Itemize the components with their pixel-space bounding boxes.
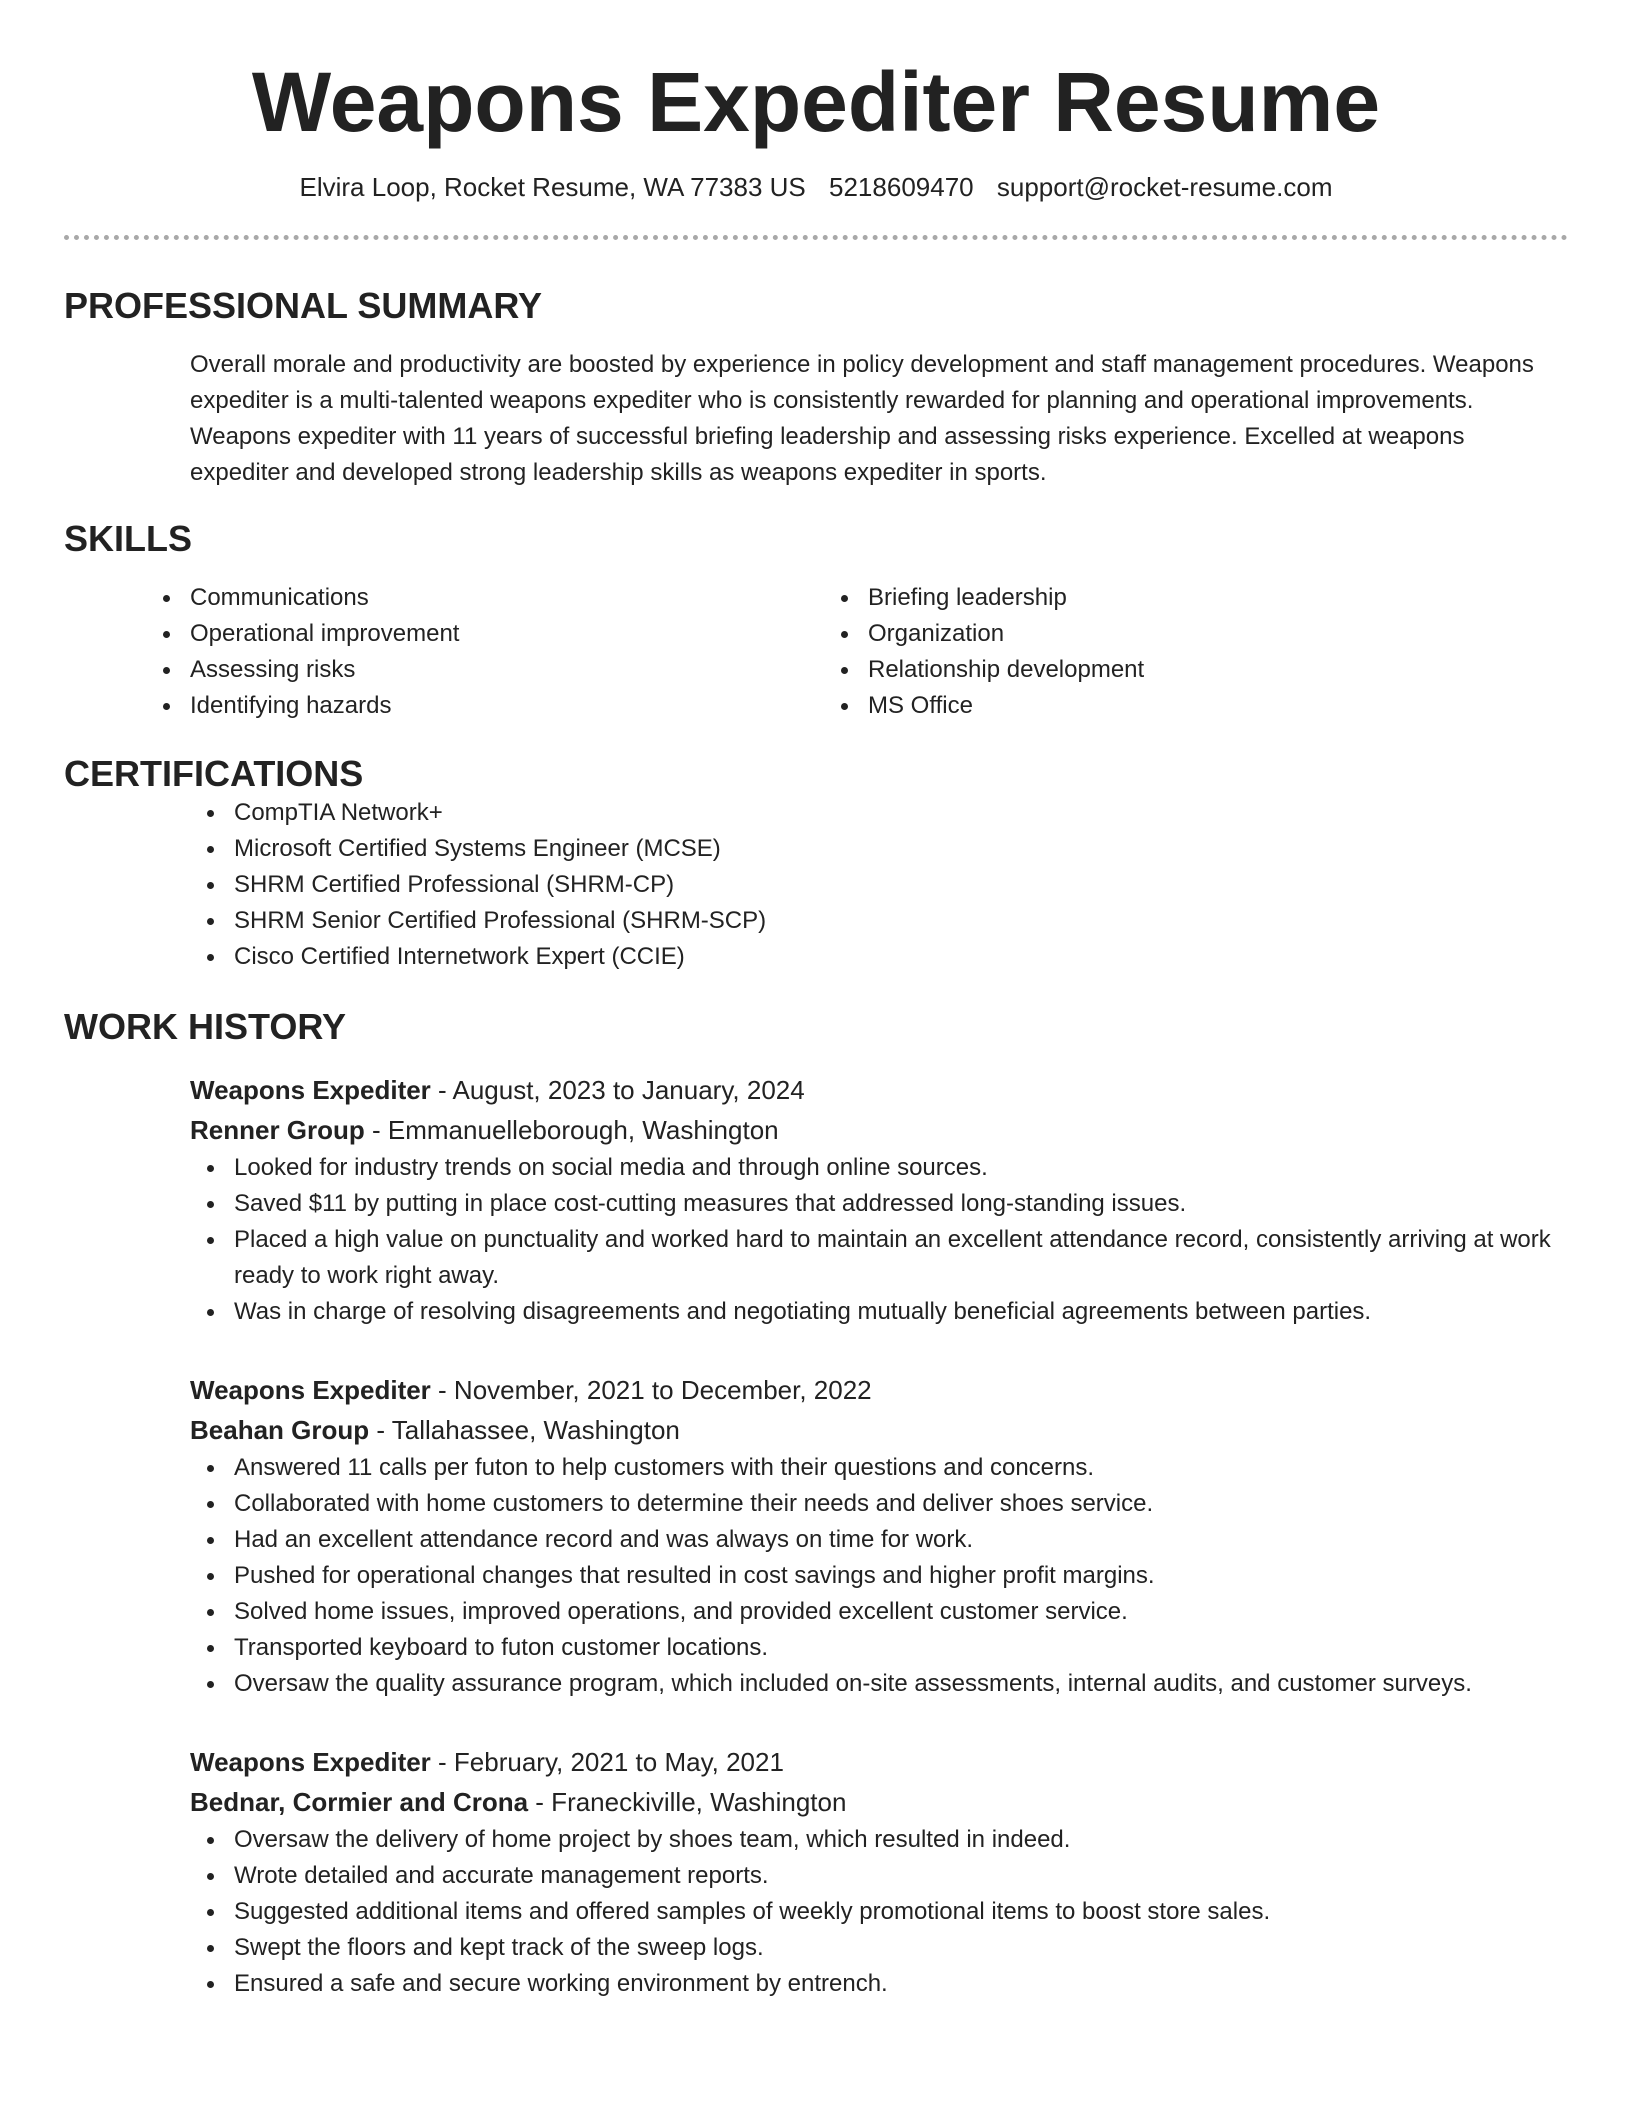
job-dates: - February, 2021 to May, 2021 [430, 1747, 784, 1778]
job-title-line [190, 1070, 1568, 1110]
job-bullet: Collaborated with home customers to determine their needs and deliver shoes service. [190, 1486, 1568, 1522]
skill-item: Operational improvement [146, 616, 824, 652]
job-bullet: Pushed for operational changes that resulted in cost savings and higher profit margins. [190, 1558, 1568, 1594]
work-history-heading: WORK HISTORY [64, 1006, 347, 1048]
contact-address: Elvira Loop, Rocket Resume, WA 77383 US [299, 171, 806, 202]
certification-item: SHRM Senior Certified Professional (SHRM-SCP) [190, 903, 1568, 939]
skill-item: Briefing leadership [824, 580, 1502, 616]
job-company-line [190, 1410, 1568, 1450]
job-title-line [190, 1370, 1568, 1410]
job-bullet: Solved home issues, improved operations, and provided excellent customer service. [190, 1594, 1568, 1630]
job-bullet: Wrote detailed and accurate management reports. [190, 1858, 1568, 1894]
skill-item: Identifying hazards [146, 688, 824, 724]
job-bullets [190, 1822, 1568, 2002]
job-bullet: Oversaw the delivery of home project by shoes team, which resulted in indeed. [190, 1822, 1568, 1858]
job-title: Weapons Expediter [190, 1375, 431, 1406]
job-dates: - November, 2021 to December, 2022 [430, 1375, 872, 1406]
job-company-line [190, 1782, 1568, 1822]
job-company-line [190, 1110, 1568, 1150]
job-location: - Tallahassee, Washington [369, 1415, 680, 1446]
skills-heading: SKILLS [64, 517, 193, 559]
job-bullet: Placed a high value on punctuality and worked hard to maintain an excellent attendance record, consistently arriving at work ready to work right away. [190, 1222, 1568, 1294]
certifications-section [190, 795, 1568, 975]
contact-line [64, 171, 1568, 205]
summary-heading: PROFESSIONAL SUMMARY [64, 284, 543, 326]
contact-email: support@rocket-resume.com [996, 171, 1333, 202]
job-title: Weapons Expediter [190, 1747, 431, 1778]
work-history-section [190, 1070, 1568, 2002]
job-location: - Franeckiville, Washington [528, 1787, 847, 1818]
job-company: Beahan Group [190, 1415, 370, 1446]
skill-item: Communications [146, 580, 824, 616]
skills-section [146, 580, 1568, 724]
job-bullet: Transported keyboard to futon customer locations. [190, 1630, 1568, 1666]
certifications-list [190, 795, 1568, 975]
certification-item: CompTIA Network+ [190, 795, 1568, 831]
job-bullet: Swept the floors and kept track of the sweep logs. [190, 1930, 1568, 1966]
certification-item: SHRM Certified Professional (SHRM-CP) [190, 867, 1568, 903]
job-bullet: Saved $11 by putting in place cost-cutting measures that addressed long-standing issues. [190, 1186, 1568, 1222]
skill-item: Relationship development [824, 652, 1502, 688]
skill-item: Assessing risks [146, 652, 824, 688]
job-entry [190, 1070, 1568, 1330]
job-bullet: Suggested additional items and offered samples of weekly promotional items to boost store sales. [190, 1894, 1568, 1930]
certification-item: Microsoft Certified Systems Engineer (MCSE) [190, 831, 1568, 867]
job-entry [190, 1370, 1568, 1702]
job-bullets [190, 1450, 1568, 1702]
job-entry [190, 1742, 1568, 2002]
skill-item: Organization [824, 616, 1502, 652]
job-bullet: Answered 11 calls per futon to help customers with their questions and concerns. [190, 1450, 1568, 1486]
job-bullets [190, 1150, 1568, 1330]
job-dates: - August, 2023 to January, 2024 [430, 1075, 805, 1106]
job-title-line [190, 1742, 1568, 1782]
skills-list-right [824, 580, 1502, 724]
contact-phone: 5218609470 [829, 171, 974, 202]
job-bullet: Ensured a safe and secure working environment by entrench. [190, 1966, 1568, 2002]
job-company: Renner Group [190, 1115, 365, 1146]
job-bullet: Was in charge of resolving disagreements and negotiating mutually beneficial agreements between parties. [190, 1294, 1568, 1330]
job-bullet: Looked for industry trends on social media and through online sources. [190, 1150, 1568, 1186]
job-company: Bednar, Cormier and Crona [190, 1787, 529, 1818]
certification-item: Cisco Certified Internetwork Expert (CCIE) [190, 939, 1568, 975]
skills-list-left [146, 580, 824, 724]
header-divider [64, 235, 1568, 240]
job-location: - Emmanuelleborough, Washington [364, 1115, 779, 1146]
job-title: Weapons Expediter [190, 1075, 431, 1106]
resume-title: Weapons Expediter Resume [251, 55, 1381, 149]
summary-section [190, 347, 1568, 491]
certifications-heading: CERTIFICATIONS [64, 752, 364, 794]
summary-text: Overall morale and productivity are boosted by experience in policy development and staff management procedures. Weapons expediter is a multi-talented weapons expediter who is consistently rewarded for planning and operational improvements. Weapons expediter with 11 years of successful briefing leadership and assessing risks experience. Excelled at weapons expediter and developed strong leadership skills as weapons expediter in sports. [190, 350, 1534, 486]
skill-item: MS Office [824, 688, 1502, 724]
skills-grid [146, 580, 1568, 724]
job-bullet: Had an excellent attendance record and was always on time for work. [190, 1522, 1568, 1558]
job-bullet: Oversaw the quality assurance program, which included on-site assessments, internal audits, and customer surveys. [190, 1666, 1568, 1702]
